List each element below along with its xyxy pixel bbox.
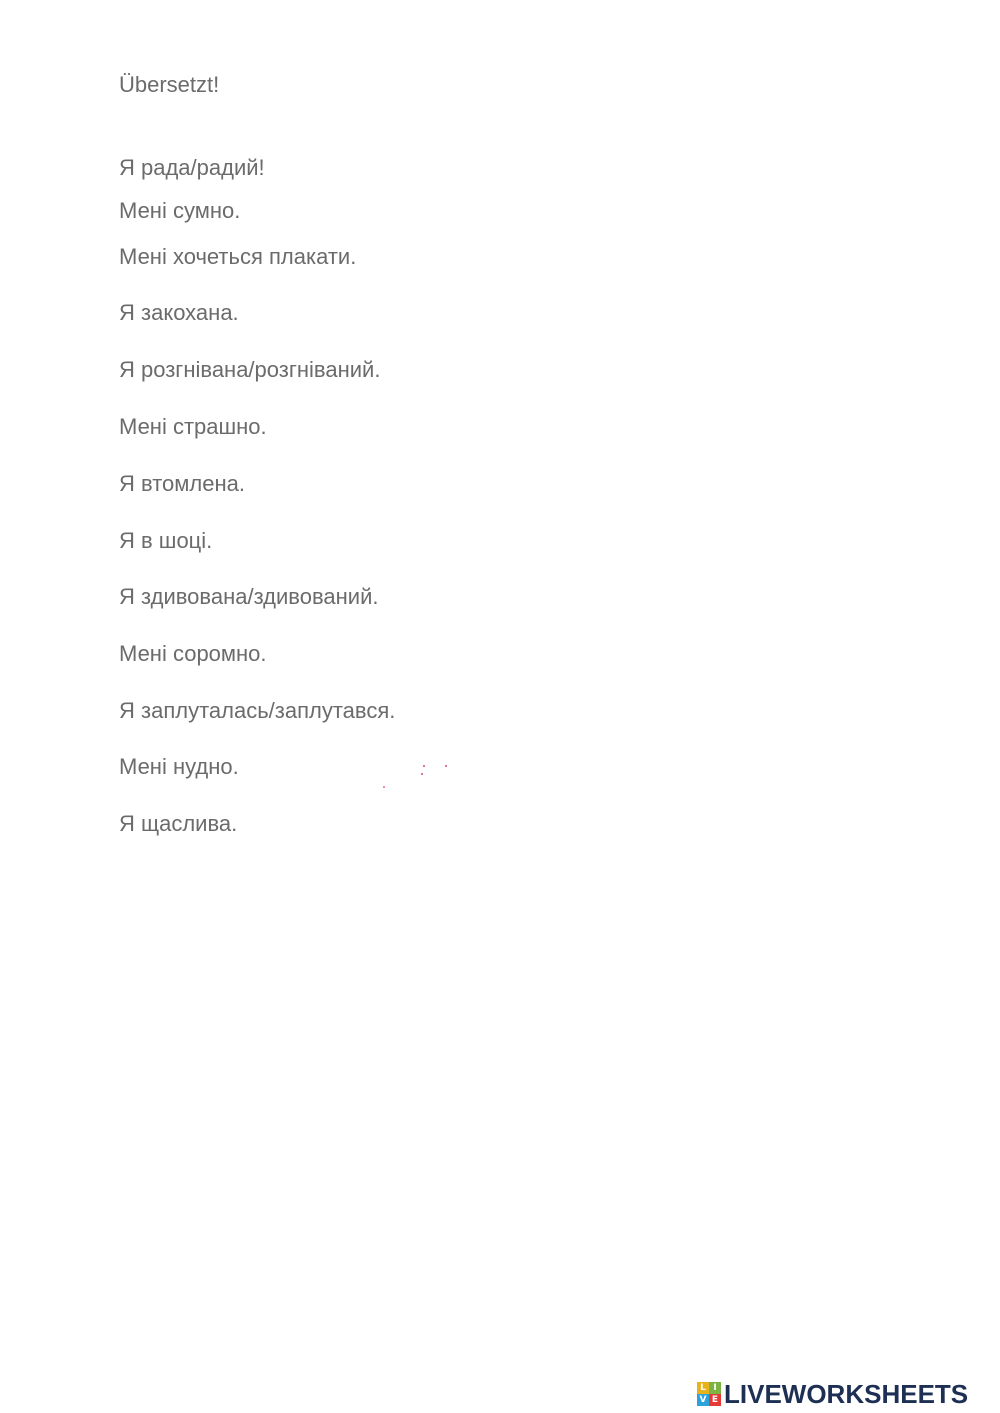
phrase-item: Я втомлена. [119, 471, 245, 496]
ink-specks [380, 760, 460, 790]
phrase-item: Мені сумно. [119, 198, 241, 223]
logo-text: LIVEWORKSHEETS [724, 1379, 969, 1409]
phrase-item: Мені страшно. [119, 414, 267, 439]
phrase-item: Я щаслива. [119, 811, 238, 836]
logo-mark-letter: L [697, 1382, 709, 1394]
phrase-item: Мені соромно. [119, 641, 267, 666]
phrase-item: Мені нудно. [119, 754, 239, 779]
logo-mark-letter: V [697, 1394, 709, 1406]
liveworksheets-logo [697, 1378, 968, 1410]
phrase-item: Мені хочеться плакати. [119, 244, 357, 269]
page-title: Übersetzt! [119, 72, 220, 97]
logo-mark-letter: E [709, 1394, 721, 1406]
phrase-item: Я здивована/здивований. [119, 584, 379, 609]
phrase-item: Я розгнівана/розгніваний. [119, 357, 381, 382]
liveworksheets-logo-icon [697, 1382, 721, 1406]
phrase-item: Я в шоці. [119, 528, 213, 553]
phrase-item: Я закохана. [119, 300, 239, 325]
phrase-item: Я заплуталась/заплутався. [119, 698, 396, 723]
phrase-item: Я рада/радий! [119, 155, 265, 180]
logo-mark-letter: I [709, 1382, 721, 1394]
